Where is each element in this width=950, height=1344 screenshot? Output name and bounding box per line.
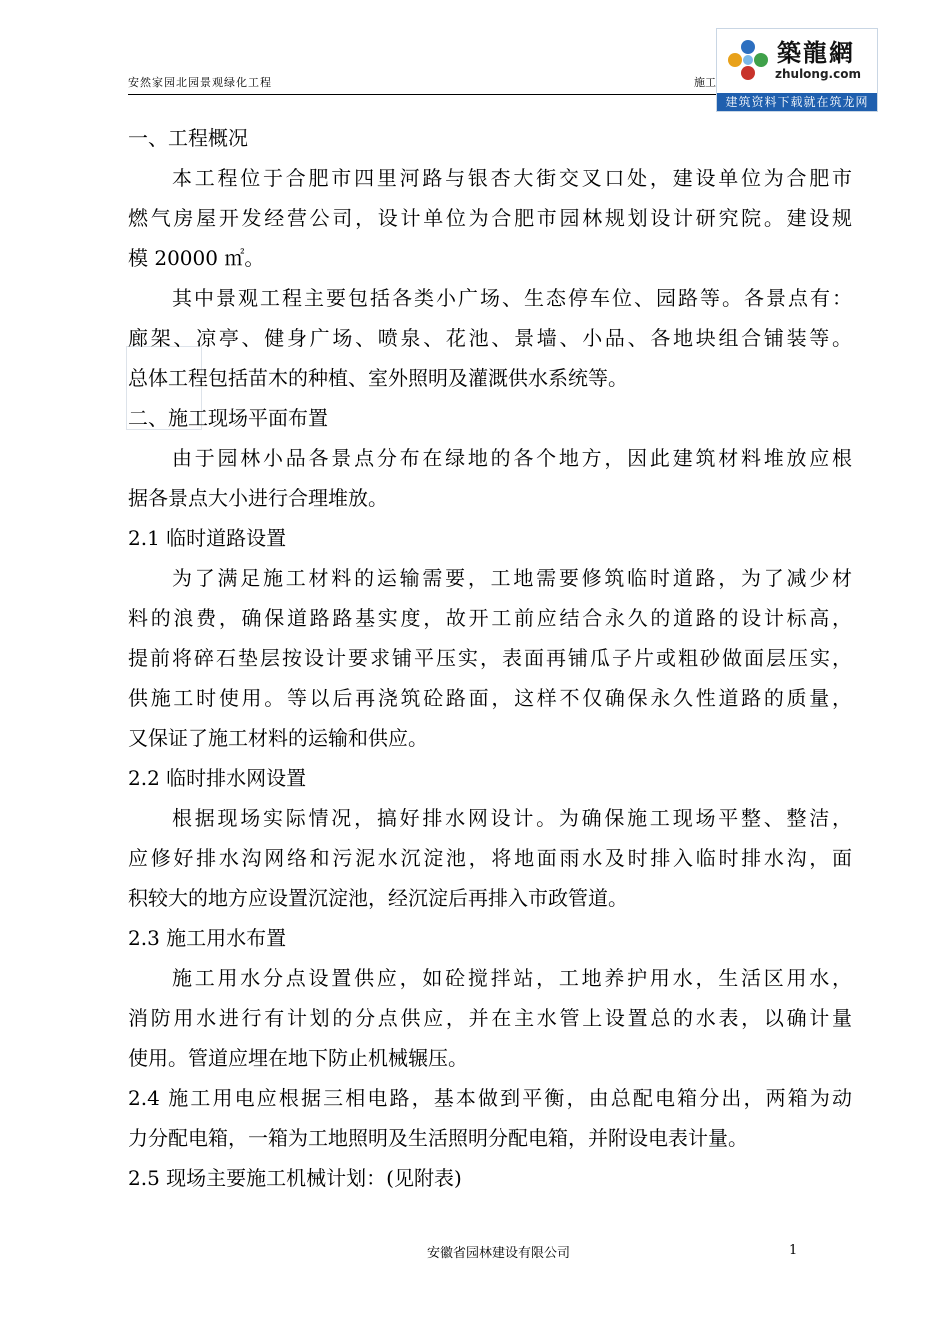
subsection-heading-2-3: 2.3 施工用水布置 (128, 926, 287, 950)
paragraph-line: 积较大的地方应设置沉淀池，经沉淀后再排入市政管道。 (128, 886, 628, 910)
footer-company: 安徽省园林建设有限公司 (427, 1246, 571, 1261)
paragraph-line: 力分配电箱，一箱为工地照明及生活照明分配电箱，并附设电表计量。 (128, 1126, 748, 1150)
paragraph-line: 模 20000 ㎡。 (128, 246, 265, 270)
document-body (128, 118, 852, 1198)
subsection-heading-2-5: 2.5 现场主要施工机械计划：(见附表) (128, 1166, 462, 1190)
logo-mark-icon (723, 35, 773, 85)
paragraph-line: 施工用水分点设置供应，如砼搅拌站，工地养护用水，生活区用水， (172, 966, 852, 990)
section-heading-layout: 二、施工现场平面布置 (128, 406, 328, 430)
zhulong-logo (716, 28, 878, 112)
paragraph-line: 本工程位于合肥市四里河路与银杏大街交叉口处，建设单位为合肥市 (172, 166, 852, 190)
paragraph-line: 又保证了施工材料的运输和供应。 (128, 726, 428, 750)
paragraph-line: 供施工时使用。等以后再浇筑砼路面，这样不仅确保永久性道路的质量， (128, 686, 852, 710)
paragraph-line: 料的浪费，确保道路路基实度，故开工前应结合永久的道路的设计标高， (128, 606, 852, 630)
subsection-heading-2-1: 2.1 临时道路设置 (128, 526, 287, 550)
paragraph-line: 廊架、凉亭、健身广场、喷泉、花池、景墙、小品、各地块组合铺装等。 (128, 326, 852, 350)
paragraph-line: 为了满足施工材料的运输需要，工地需要修筑临时道路，为了减少材 (172, 566, 852, 590)
paragraph-line: 总体工程包括苗木的种植、室外照明及灌溉供水系统等。 (128, 366, 628, 390)
paragraph-line: 据各景点大小进行合理堆放。 (128, 486, 388, 510)
logo-domain: zhulong.com (775, 67, 861, 81)
paragraph-line: 根据现场实际情况，搞好排水网设计。为确保施工现场平整、整洁， (172, 806, 852, 830)
paragraph-line: 使用。管道应埋在地下防止机械辗压。 (128, 1046, 468, 1070)
paragraph-line: 提前将碎石垫层按设计要求铺平压实，表面再铺瓜子片或粗砂做面层压实， (128, 646, 852, 670)
page-number: 1 (789, 1243, 798, 1258)
header-project-title: 安然家园北园景观绿化工程 (128, 76, 272, 89)
paragraph-line: 应修好排水沟网络和污泥水沉淀池，将地面雨水及时排入临时排水沟，面 (128, 846, 852, 870)
paragraph-line: 消防用水进行有计划的分点供应，并在主水管上设置总的水表，以确计量 (128, 1006, 852, 1030)
paragraph-line-2-4: 2.4 施工用电应根据三相电路，基本做到平衡，由总配电箱分出，两箱为动 (128, 1086, 852, 1110)
subsection-heading-2-2: 2.2 临时排水网设置 (128, 766, 307, 790)
section-heading-overview: 一、工程概况 (128, 126, 248, 150)
header-section-label: 施工 (694, 76, 716, 89)
logo-tagline: 建筑资料下载就在筑龙网 (717, 93, 877, 111)
paragraph-line: 其中景观工程主要包括各类小广场、生态停车位、园路等。各景点有： (172, 286, 852, 310)
logo-title: 築龍網 (777, 38, 855, 67)
paragraph-line: 由于园林小品各景点分布在绿地的各个地方，因此建筑材料堆放应根 (172, 446, 852, 470)
paragraph-line: 燃气房屋开发经营公司，设计单位为合肥市园林规划设计研究院。建设规 (128, 206, 852, 230)
